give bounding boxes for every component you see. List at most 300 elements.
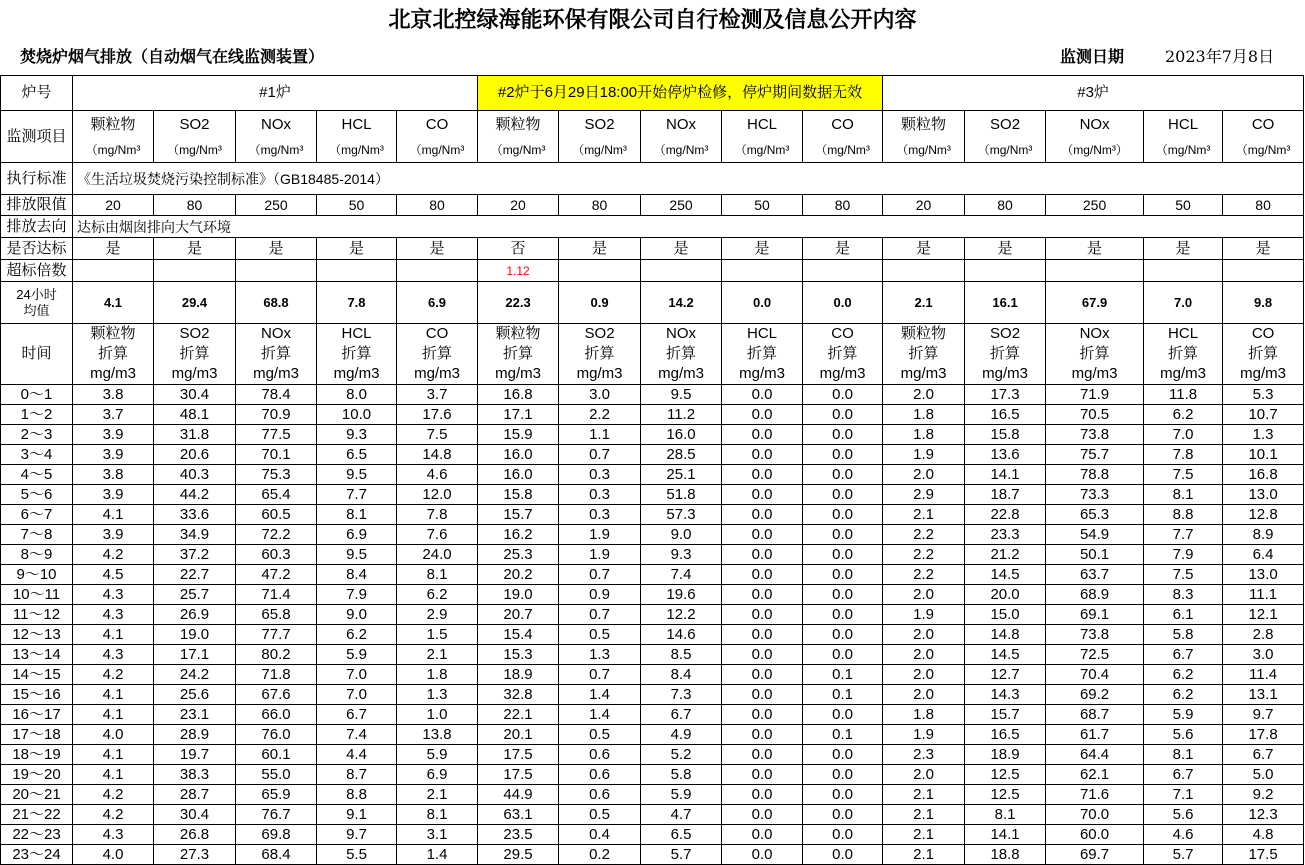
furnace2-co-hour-value: 0.1 xyxy=(803,665,883,685)
furnace2-nox-hour-value: 16.0 xyxy=(641,425,722,445)
furnace1-nox-hourly-header xyxy=(236,324,317,385)
furnace1-so2-hour-value: 25.6 xyxy=(154,685,236,705)
furnace3-hcl-hour-value: 7.1 xyxy=(1144,785,1223,805)
furnace3-pm-exceed-ratio xyxy=(883,260,965,282)
furnace2-so2-hour-value: 0.3 xyxy=(559,505,641,525)
furnace3-nox-hour-value: 69.2 xyxy=(1046,685,1144,705)
furnace3-hcl-hour-value: 5.8 xyxy=(1144,625,1223,645)
furnace3-pm-hour-value: 2.0 xyxy=(883,765,965,785)
hourly-pollutant-name: 颗粒物 xyxy=(495,325,541,342)
furnace1-co-hour-value: 17.6 xyxy=(397,405,478,425)
hour-label: 14～15 xyxy=(1,665,73,685)
furnace1-name: #1炉 xyxy=(73,76,478,111)
furnace2-hcl-hour-value: 0.0 xyxy=(722,685,803,705)
furnace2-so2-hour-value: 1.9 xyxy=(559,525,641,545)
destination-text: 达标由烟囱排向大气环境 xyxy=(73,216,1304,238)
furnace2-nox-hour-value: 9.0 xyxy=(641,525,722,545)
furnace2-co-hour-value: 0.0 xyxy=(803,425,883,445)
furnace2-so2-hour-value: 0.7 xyxy=(559,565,641,585)
furnace2-nox-item-cell xyxy=(641,111,722,163)
furnace3-nox-hour-value: 73.3 xyxy=(1046,485,1144,505)
furnace1-nox-hour-value: 75.3 xyxy=(236,465,317,485)
furnace1-co-hour-value: 1.3 xyxy=(397,685,478,705)
furnace2-co-hour-value: 0.0 xyxy=(803,705,883,725)
table-row xyxy=(1,745,1304,765)
furnace3-hcl-avg24-value: 7.0 xyxy=(1144,282,1223,324)
hourly-basis: 折算 xyxy=(908,345,939,362)
pollutant-name: HCL xyxy=(747,115,778,133)
hourly-unit: mg/m3 xyxy=(658,365,704,382)
hour-label: 19～20 xyxy=(1,765,73,785)
furnace2-hcl-hour-value: 0.0 xyxy=(722,465,803,485)
furnace2-hcl-hour-value: 0.0 xyxy=(722,585,803,605)
furnace1-hcl-hour-value: 7.0 xyxy=(317,685,397,705)
furnace1-so2-hour-value: 22.7 xyxy=(154,565,236,585)
table-row xyxy=(1,585,1304,605)
hour-label: 17～18 xyxy=(1,725,73,745)
furnace1-co-hour-value: 3.7 xyxy=(397,385,478,405)
furnace2-co-exceed-ratio xyxy=(803,260,883,282)
furnace1-hcl-hour-value: 6.9 xyxy=(317,525,397,545)
furnace3-nox-hour-value: 71.9 xyxy=(1046,385,1144,405)
furnace1-so2-hour-value: 31.8 xyxy=(154,425,236,445)
furnace3-nox-exceed-ratio xyxy=(1046,260,1144,282)
furnace2-hcl-hour-value: 0.0 xyxy=(722,505,803,525)
furnace3-hcl-item-cell xyxy=(1144,111,1223,163)
emissions-table xyxy=(0,75,1304,865)
furnace2-co-hour-value: 0.0 xyxy=(803,745,883,765)
furnace1-so2-hour-value: 28.7 xyxy=(154,785,236,805)
hour-label: 8～9 xyxy=(1,545,73,565)
hour-label: 5～6 xyxy=(1,485,73,505)
furnace3-hcl-exceed-ratio xyxy=(1144,260,1223,282)
furnace3-nox-hour-value: 70.5 xyxy=(1046,405,1144,425)
furnace3-hcl-hour-value: 8.1 xyxy=(1144,485,1223,505)
furnace2-so2-hour-value: 0.6 xyxy=(559,765,641,785)
furnace3-so2-hour-value: 14.3 xyxy=(965,685,1046,705)
furnace2-nox-hour-value: 9.3 xyxy=(641,545,722,565)
furnace2-pm-hour-value: 18.9 xyxy=(478,665,559,685)
furnace2-hcl-hour-value: 0.0 xyxy=(722,405,803,425)
page-title: 北京北控绿海能环保有限公司自行检测及信息公开内容 xyxy=(388,7,917,33)
furnace2-pm-hour-value: 29.5 xyxy=(478,845,559,865)
furnace2-pm-hour-value: 16.8 xyxy=(478,385,559,405)
furnace3-pm-limit-value: 20 xyxy=(883,195,965,216)
hourly-unit: mg/m3 xyxy=(1240,365,1286,382)
furnace1-hcl-hour-value: 9.5 xyxy=(317,545,397,565)
avg24-label-line1: 24小时 xyxy=(16,286,57,302)
furnace3-hcl-hour-value: 6.7 xyxy=(1144,765,1223,785)
furnace1-so2-hour-value: 33.6 xyxy=(154,505,236,525)
furnace2-so2-hour-value: 1.4 xyxy=(559,705,641,725)
furnace3-nox-avg24-value: 67.9 xyxy=(1046,282,1144,324)
furnace2-co-item-cell xyxy=(803,111,883,163)
furnace3-nox-hour-value: 72.5 xyxy=(1046,645,1144,665)
furnace1-co-compliance-value: 是 xyxy=(397,238,478,260)
pollutant-name: SO2 xyxy=(584,115,615,133)
table-row xyxy=(1,545,1304,565)
furnace3-co-hour-value: 9.7 xyxy=(1223,705,1304,725)
furnace2-so2-hour-value: 0.7 xyxy=(559,445,641,465)
hourly-basis: 折算 xyxy=(341,345,372,362)
furnace1-co-hour-value: 7.8 xyxy=(397,505,478,525)
furnace3-nox-hour-value: 50.1 xyxy=(1046,545,1144,565)
furnace2-nox-compliance-value: 是 xyxy=(641,238,722,260)
furnace1-nox-hour-value: 65.8 xyxy=(236,605,317,625)
furnace3-hcl-hour-value: 7.5 xyxy=(1144,465,1223,485)
furnace2-pm-hour-value: 44.9 xyxy=(478,785,559,805)
furnace1-nox-hour-value: 69.8 xyxy=(236,825,317,845)
furnace1-hcl-hour-value: 4.4 xyxy=(317,745,397,765)
table-row xyxy=(1,625,1304,645)
furnace3-pm-hour-value: 2.2 xyxy=(883,525,965,545)
furnace1-hcl-limit-value: 50 xyxy=(317,195,397,216)
furnace2-pm-hour-value: 20.7 xyxy=(478,605,559,625)
hourly-unit: mg/m3 xyxy=(900,365,947,382)
hourly-pollutant-name: NOx xyxy=(261,325,291,342)
furnace3-pm-hour-value: 2.9 xyxy=(883,485,965,505)
pollutant-name: CO xyxy=(1251,115,1275,133)
hourly-unit: mg/m3 xyxy=(576,365,623,382)
furnace1-pm-exceed-ratio xyxy=(73,260,154,282)
furnace3-nox-hour-value: 71.6 xyxy=(1046,785,1144,805)
furnace3-hcl-hour-value: 8.8 xyxy=(1144,505,1223,525)
furnace2-co-hour-value: 0.0 xyxy=(803,645,883,665)
furnace1-nox-hour-value: 55.0 xyxy=(236,765,317,785)
pollutant-unit: （mg/Nm³ xyxy=(85,142,141,157)
hour-label: 3～4 xyxy=(1,445,73,465)
furnace3-co-avg24-value: 9.8 xyxy=(1223,282,1304,324)
furnace1-pm-hour-value: 4.3 xyxy=(73,645,154,665)
furnace1-nox-hour-value: 65.9 xyxy=(236,785,317,805)
furnace2-co-hour-value: 0.0 xyxy=(803,805,883,825)
hourly-unit: mg/m3 xyxy=(1160,365,1206,382)
furnace1-so2-hour-value: 40.3 xyxy=(154,465,236,485)
furnace2-co-avg24-value: 0.0 xyxy=(803,282,883,324)
furnace3-co-hour-value: 9.2 xyxy=(1223,785,1304,805)
furnace3-pm-hourly-header xyxy=(883,324,965,385)
furnace1-pm-hour-value: 4.3 xyxy=(73,825,154,845)
furnace2-so2-hourly-header xyxy=(559,324,641,385)
furnace2-nox-hour-value: 5.8 xyxy=(641,765,722,785)
furnace2-pm-hour-value: 17.5 xyxy=(478,765,559,785)
hour-label: 16～17 xyxy=(1,705,73,725)
furnace2-hcl-hour-value: 0.0 xyxy=(722,385,803,405)
hourly-basis: 折算 xyxy=(179,345,210,362)
limit-label: 排放限值 xyxy=(1,195,73,216)
table-row xyxy=(1,405,1304,425)
furnace3-pm-hour-value: 2.1 xyxy=(883,825,965,845)
furnace2-so2-exceed-ratio xyxy=(559,260,641,282)
furnace2-so2-hour-value: 2.2 xyxy=(559,405,641,425)
furnace3-hcl-hour-value: 6.2 xyxy=(1144,665,1223,685)
furnace2-co-hour-value: 0.0 xyxy=(803,505,883,525)
furnace3-hcl-hour-value: 5.6 xyxy=(1144,805,1223,825)
furnace3-pm-hour-value: 2.0 xyxy=(883,685,965,705)
furnace1-so2-hour-value: 24.2 xyxy=(154,665,236,685)
furnace2-so2-item-cell xyxy=(559,111,641,163)
hourly-basis: 折算 xyxy=(990,345,1021,362)
furnace2-nox-hour-value: 4.7 xyxy=(641,805,722,825)
furnace2-co-hour-value: 0.0 xyxy=(803,485,883,505)
furnace2-notice: #2炉于6月29日18:00开始停炉检修，停炉期间数据无效 xyxy=(478,76,883,111)
furnace1-nox-hour-value: 60.3 xyxy=(236,545,317,565)
furnace3-nox-compliance-value: 是 xyxy=(1046,238,1144,260)
furnace2-hcl-hourly-header xyxy=(722,324,803,385)
furnace2-hcl-hour-value: 0.0 xyxy=(722,605,803,625)
furnace1-co-hour-value: 5.9 xyxy=(397,745,478,765)
furnace1-pm-limit-value: 20 xyxy=(73,195,154,216)
furnace3-pm-hour-value: 2.0 xyxy=(883,585,965,605)
table-row xyxy=(1,645,1304,665)
furnace3-hcl-hour-value: 7.5 xyxy=(1144,565,1223,585)
furnace2-hcl-hour-value: 0.0 xyxy=(722,785,803,805)
furnace1-so2-hour-value: 37.2 xyxy=(154,545,236,565)
furnace1-co-hour-value: 2.1 xyxy=(397,645,478,665)
furnace3-so2-hour-value: 12.7 xyxy=(965,665,1046,685)
furnace3-so2-hour-value: 15.0 xyxy=(965,605,1046,625)
furnace1-co-limit-value: 80 xyxy=(397,195,478,216)
furnace1-nox-hour-value: 78.4 xyxy=(236,385,317,405)
hourly-pollutant-name: NOx xyxy=(1079,325,1110,342)
furnace2-nox-hour-value: 5.9 xyxy=(641,785,722,805)
furnace1-so2-exceed-ratio xyxy=(154,260,236,282)
furnace1-hcl-hour-value: 6.7 xyxy=(317,705,397,725)
furnace1-hcl-hour-value: 6.5 xyxy=(317,445,397,465)
hourly-unit: mg/m3 xyxy=(90,365,136,382)
furnace3-nox-hour-value: 60.0 xyxy=(1046,825,1144,845)
furnace2-pm-hour-value: 15.7 xyxy=(478,505,559,525)
furnace2-pm-hour-value: 16.2 xyxy=(478,525,559,545)
furnace2-pm-hour-value: 23.5 xyxy=(478,825,559,845)
furnace1-pm-hour-value: 3.9 xyxy=(73,425,154,445)
furnace1-so2-compliance-value: 是 xyxy=(154,238,236,260)
furnace1-so2-hour-value: 19.7 xyxy=(154,745,236,765)
furnace1-co-item-cell xyxy=(397,111,478,163)
table-row xyxy=(1,685,1304,705)
furnace1-co-hour-value: 1.8 xyxy=(397,665,478,685)
hourly-pollutant-name: NOx xyxy=(666,325,697,342)
furnace3-nox-hour-value: 54.9 xyxy=(1046,525,1144,545)
furnace2-hcl-hour-value: 0.0 xyxy=(722,485,803,505)
pollutant-unit: （mg/Nm³ xyxy=(490,142,546,157)
furnace2-hcl-hour-value: 0.0 xyxy=(722,665,803,685)
hourly-basis: 折算 xyxy=(422,345,453,362)
furnace3-co-hour-value: 4.8 xyxy=(1223,825,1304,845)
furnace2-co-hour-value: 0.0 xyxy=(803,625,883,645)
furnace2-so2-hour-value: 0.6 xyxy=(559,745,641,765)
furnace1-pm-hour-value: 4.0 xyxy=(73,845,154,865)
table-row xyxy=(1,445,1304,465)
pollutant-unit: （mg/Nm³ xyxy=(409,142,465,157)
pollutant-name: SO2 xyxy=(990,115,1021,133)
furnace2-hcl-compliance-value: 是 xyxy=(722,238,803,260)
furnace1-pm-hour-value: 4.2 xyxy=(73,785,154,805)
furnace3-co-hour-value: 13.1 xyxy=(1223,685,1304,705)
pollutant-name: NOx xyxy=(1079,115,1110,133)
furnace1-hcl-avg24-value: 7.8 xyxy=(317,282,397,324)
hour-label: 10～11 xyxy=(1,585,73,605)
furnace1-nox-hour-value: 76.0 xyxy=(236,725,317,745)
furnace1-hcl-hour-value: 7.7 xyxy=(317,485,397,505)
furnace3-so2-hour-value: 14.5 xyxy=(965,645,1046,665)
furnace1-nox-hour-value: 71.8 xyxy=(236,665,317,685)
furnace3-hcl-hour-value: 5.7 xyxy=(1144,845,1223,865)
furnace2-so2-hour-value: 0.3 xyxy=(559,485,641,505)
furnace2-pm-hour-value: 25.3 xyxy=(478,545,559,565)
pollutant-name: 颗粒物 xyxy=(495,115,541,133)
furnace2-pm-hour-value: 15.3 xyxy=(478,645,559,665)
furnace3-nox-limit-value: 250 xyxy=(1046,195,1144,216)
furnace1-pm-hour-value: 4.5 xyxy=(73,565,154,585)
monitor-items-row xyxy=(1,111,1304,163)
hourly-basis: 折算 xyxy=(260,345,291,362)
table-row xyxy=(1,505,1304,525)
furnace3-co-hour-value: 11.4 xyxy=(1223,665,1304,685)
furnace3-pm-hour-value: 2.3 xyxy=(883,745,965,765)
monitor-date-value: 2023年7月8日 xyxy=(1165,47,1275,66)
compliant-label: 是否达标 xyxy=(1,238,73,260)
furnace1-nox-hour-value: 60.1 xyxy=(236,745,317,765)
furnace1-so2-hour-value: 27.3 xyxy=(154,845,236,865)
furnace1-co-hour-value: 6.2 xyxy=(397,585,478,605)
furnace3-so2-hour-value: 8.1 xyxy=(965,805,1046,825)
hour-label: 23～24 xyxy=(1,845,73,865)
furnace3-so2-hourly-header xyxy=(965,324,1046,385)
furnace2-co-hour-value: 0.0 xyxy=(803,825,883,845)
furnace2-hcl-item-cell xyxy=(722,111,803,163)
furnace3-co-hour-value: 3.0 xyxy=(1223,645,1304,665)
furnace2-hcl-limit-value: 50 xyxy=(722,195,803,216)
furnace1-co-hour-value: 7.5 xyxy=(397,425,478,445)
furnace1-co-hour-value: 12.0 xyxy=(397,485,478,505)
table-row xyxy=(1,465,1304,485)
hourly-unit: mg/m3 xyxy=(1071,365,1118,382)
furnace-header-row xyxy=(1,76,1304,111)
furnace2-so2-hour-value: 0.5 xyxy=(559,725,641,745)
furnace1-pm-hour-value: 4.3 xyxy=(73,585,154,605)
furnace3-hcl-hour-value: 7.7 xyxy=(1144,525,1223,545)
furnace1-hcl-hour-value: 6.2 xyxy=(317,625,397,645)
furnace1-so2-hourly-header xyxy=(154,324,236,385)
furnace2-so2-hour-value: 1.1 xyxy=(559,425,641,445)
furnace1-hcl-hour-value: 9.5 xyxy=(317,465,397,485)
furnace3-pm-hour-value: 2.1 xyxy=(883,845,965,865)
furnace3-nox-hour-value: 70.0 xyxy=(1046,805,1144,825)
destination-label: 排放去向 xyxy=(1,216,73,238)
furnace2-co-limit-value: 80 xyxy=(803,195,883,216)
hourly-unit: mg/m3 xyxy=(333,365,380,382)
furnace3-hcl-hour-value: 7.9 xyxy=(1144,545,1223,565)
furnace1-pm-hour-value: 4.0 xyxy=(73,725,154,745)
hour-label: 21～22 xyxy=(1,805,73,825)
hourly-pollutant-name: HCL xyxy=(341,325,372,342)
furnace2-hcl-exceed-ratio xyxy=(722,260,803,282)
furnace1-so2-hour-value: 30.4 xyxy=(154,805,236,825)
furnace3-nox-hourly-header xyxy=(1046,324,1144,385)
pollutant-unit: （mg/Nm³ xyxy=(977,142,1033,157)
pollutant-unit: （mg/Nm³ xyxy=(734,142,790,157)
furnace1-nox-hour-value: 80.2 xyxy=(236,645,317,665)
pollutant-name: CO xyxy=(425,115,449,133)
hourly-pollutant-name: SO2 xyxy=(179,325,210,342)
table-row xyxy=(1,705,1304,725)
furnace1-so2-hour-value: 26.8 xyxy=(154,825,236,845)
furnace2-co-hour-value: 0.0 xyxy=(803,845,883,865)
furnace1-co-hour-value: 6.9 xyxy=(397,765,478,785)
furnace3-nox-hour-value: 73.8 xyxy=(1046,425,1144,445)
furnace3-co-compliance-value: 是 xyxy=(1223,238,1304,260)
furnace1-pm-hour-value: 4.3 xyxy=(73,605,154,625)
hour-label: 22～23 xyxy=(1,825,73,845)
furnace1-hcl-hour-value: 7.0 xyxy=(317,665,397,685)
furnace2-hcl-hour-value: 0.0 xyxy=(722,765,803,785)
furnace3-co-item-cell xyxy=(1223,111,1304,163)
furnace3-nox-hour-value: 62.1 xyxy=(1046,765,1144,785)
furnace2-pm-hour-value: 17.1 xyxy=(478,405,559,425)
pollutant-unit: （mg/Nm³ xyxy=(815,142,870,157)
pollutant-unit: （mg/Nm³ xyxy=(572,142,627,157)
furnace1-hcl-hour-value: 8.7 xyxy=(317,765,397,785)
pollutant-unit: （mg/Nm³ xyxy=(329,142,384,157)
furnace3-so2-item-cell xyxy=(965,111,1046,163)
furnace2-hcl-hour-value: 0.0 xyxy=(722,825,803,845)
furnace1-pm-hour-value: 3.7 xyxy=(73,405,154,425)
furnace1-hcl-hour-value: 9.0 xyxy=(317,605,397,625)
furnace2-pm-hour-value: 15.4 xyxy=(478,625,559,645)
monitor-date-label: 监测日期 xyxy=(1060,47,1125,66)
furnace3-hcl-hour-value: 6.2 xyxy=(1144,685,1223,705)
furnace1-pm-hour-value: 4.1 xyxy=(73,685,154,705)
furnace2-nox-exceed-ratio xyxy=(641,260,722,282)
furnace2-hcl-hour-value: 0.0 xyxy=(722,525,803,545)
furnace3-so2-hour-value: 14.1 xyxy=(965,465,1046,485)
furnace2-hcl-hour-value: 0.0 xyxy=(722,625,803,645)
hourly-pollutant-name: 颗粒物 xyxy=(90,325,136,342)
furnace2-co-hourly-header xyxy=(803,324,883,385)
hourly-unit: mg/m3 xyxy=(819,365,866,382)
furnace2-co-hour-value: 0.1 xyxy=(803,725,883,745)
hourly-unit: mg/m3 xyxy=(414,365,460,382)
furnace3-hcl-limit-value: 50 xyxy=(1144,195,1223,216)
furnace1-nox-hour-value: 77.5 xyxy=(236,425,317,445)
pollutant-name: CO xyxy=(831,115,854,133)
pollutant-unit: （mg/Nm³） xyxy=(1061,142,1128,157)
furnace2-co-hour-value: 0.1 xyxy=(803,685,883,705)
furnace3-pm-hour-value: 2.0 xyxy=(883,625,965,645)
furnace3-so2-hour-value: 22.8 xyxy=(965,505,1046,525)
table-row xyxy=(1,845,1304,865)
furnace2-pm-compliance-value: 否 xyxy=(478,238,559,260)
furnace1-nox-hour-value: 77.7 xyxy=(236,625,317,645)
furnace3-co-hour-value: 5.3 xyxy=(1223,385,1304,405)
furnace1-nox-hour-value: 67.6 xyxy=(236,685,317,705)
furnace3-co-hour-value: 6.4 xyxy=(1223,545,1304,565)
furnace1-nox-hour-value: 60.5 xyxy=(236,505,317,525)
furnace1-pm-hour-value: 4.2 xyxy=(73,545,154,565)
furnace1-pm-hour-value: 4.1 xyxy=(73,745,154,765)
furnace1-pm-avg24-value: 4.1 xyxy=(73,282,154,324)
furnace1-pm-hour-value: 3.9 xyxy=(73,445,154,465)
furnace1-hcl-hour-value: 8.1 xyxy=(317,505,397,525)
hourly-basis: 折算 xyxy=(1168,345,1199,362)
furnace1-so2-hour-value: 17.1 xyxy=(154,645,236,665)
hourly-basis: 折算 xyxy=(584,345,615,362)
furnace3-nox-hour-value: 78.8 xyxy=(1046,465,1144,485)
furnace2-hcl-hour-value: 0.0 xyxy=(722,705,803,725)
furnace2-nox-avg24-value: 14.2 xyxy=(641,282,722,324)
furnace3-pm-hour-value: 1.8 xyxy=(883,705,965,725)
